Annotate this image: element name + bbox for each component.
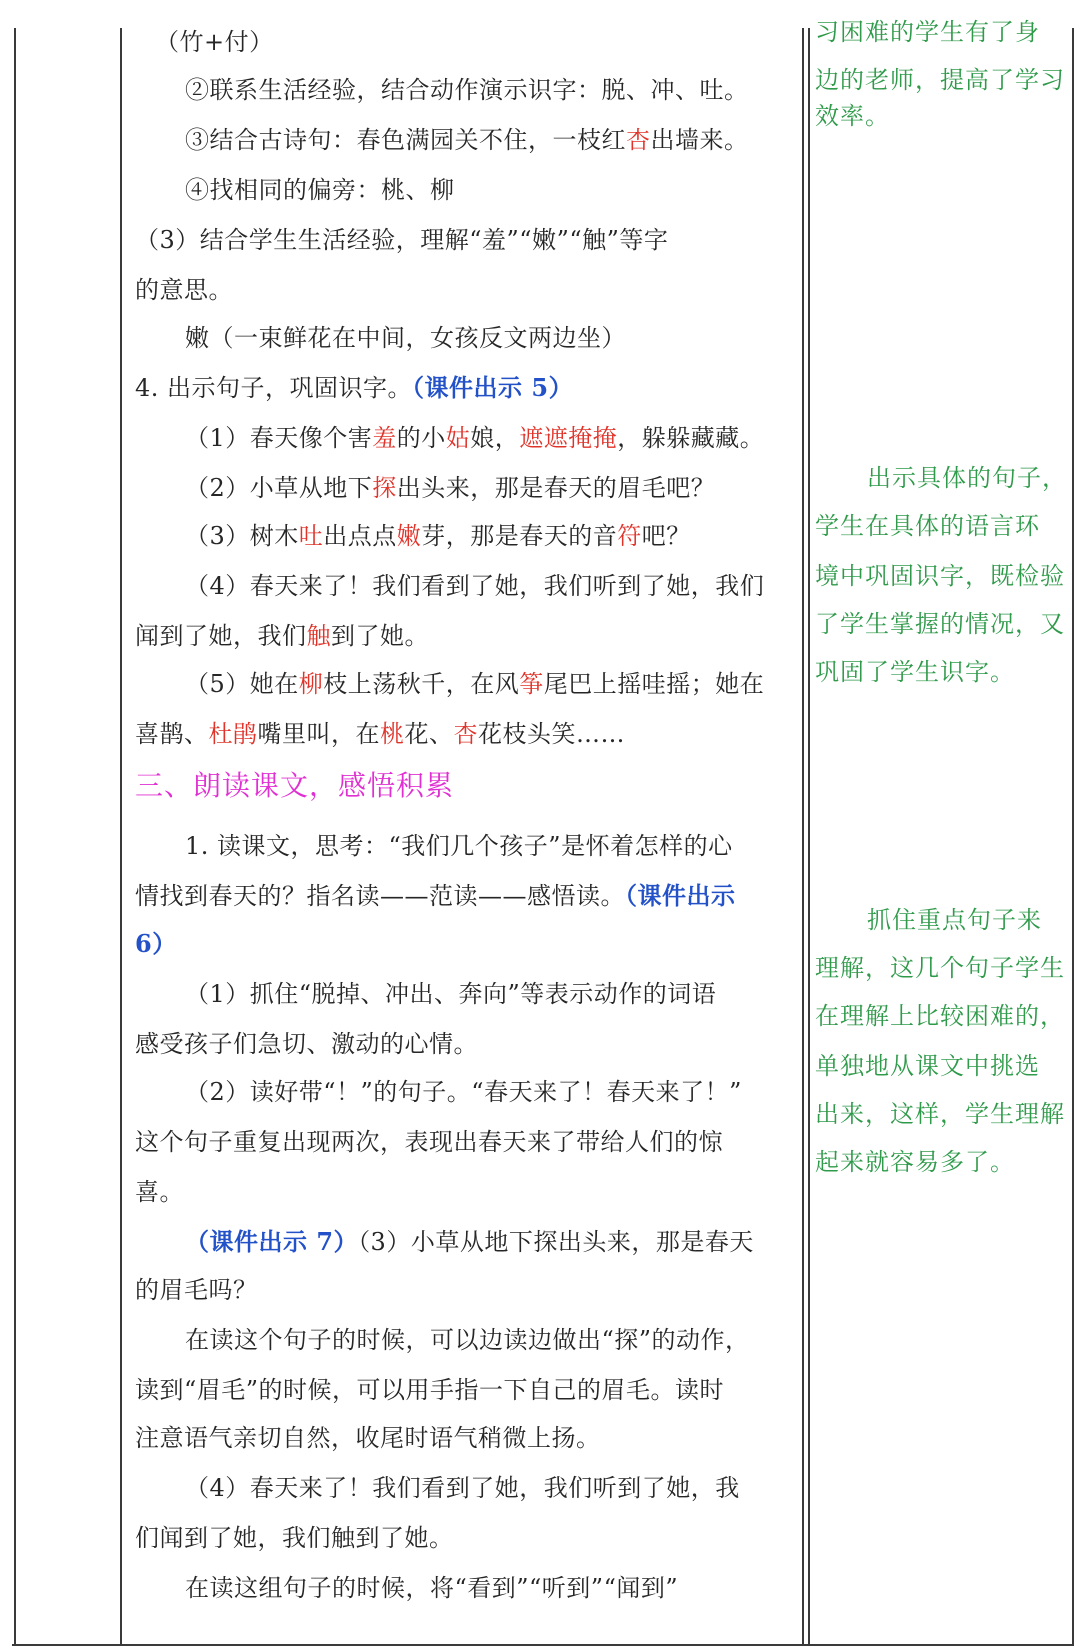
- design-note-line: 境中巩固识字，既检验: [815, 562, 1065, 590]
- text-run: 嫩（一束鲜花在中间，女孩反文两边坐）: [185, 324, 626, 352]
- highlight-char: 姑: [445, 424, 471, 452]
- text-run: 出点点: [323, 522, 397, 550]
- text-run: 4. 出示句子，巩固识字。: [135, 374, 413, 402]
- text-run: （3）结合学生生活经验，理解“羞”“嫩”“触”等字: [135, 226, 669, 254]
- table-border-left: [14, 28, 16, 1646]
- design-note-line: 边的老师，提高了学习: [815, 66, 1065, 94]
- content-line: [185, 979, 716, 1009]
- design-note-line: 习困难的学生有了身: [815, 18, 1040, 46]
- highlight-char: 嫩: [396, 522, 422, 550]
- text-run: （3）树木: [185, 522, 299, 550]
- text-run: 尾巴上摇哇摇；她在: [543, 670, 765, 698]
- section-heading: [135, 769, 454, 803]
- content-line: [185, 175, 455, 205]
- courseware-note: （课件出示 7）: [185, 1227, 359, 1256]
- text-run: ④找相同的偏旁：桃、柳: [185, 176, 455, 204]
- text-run: 闻到了她，我们: [135, 622, 307, 650]
- text-run: （5）她在: [185, 670, 299, 698]
- content-line: [185, 831, 733, 861]
- text-run: 感受孩子们急切、激动的心情。: [135, 1030, 478, 1058]
- heading-text: 三、朗读课文，感悟积累: [135, 769, 455, 802]
- highlight-char: 杏: [453, 720, 478, 748]
- text-run: 的眉毛吗？: [135, 1276, 258, 1304]
- content-line: [135, 225, 668, 255]
- design-note-line: 单独地从课文中挑选: [815, 1052, 1040, 1080]
- table-border-col2: [802, 28, 804, 1646]
- design-note-line: 出示具体的句子，: [867, 464, 1067, 492]
- highlight-char: 柳: [298, 670, 324, 698]
- content-line: [185, 1325, 750, 1355]
- text-run: （竹+付）: [155, 28, 274, 56]
- text-run: 花、: [404, 720, 454, 748]
- text-run: 们闻到了她，我们触到了她。: [135, 1524, 454, 1552]
- content-line: [135, 1029, 478, 1059]
- content-line: [185, 571, 764, 601]
- table-border-col1: [120, 28, 122, 1646]
- design-note-line: 效率。: [815, 102, 890, 130]
- table-border-col2b: [808, 28, 810, 1646]
- text-run: 的意思。: [135, 276, 233, 304]
- content-line: [185, 125, 749, 155]
- text-run: （2）读好带“！”的句子。“春天来了！春天来了！”: [185, 1078, 742, 1106]
- content-line: [135, 1375, 724, 1405]
- text-run: ③结合古诗句：春色满园关不住，一枝红: [185, 126, 626, 154]
- content-line: [185, 473, 715, 503]
- text-run: 出头来，那是春天的眉毛吧？: [396, 474, 716, 502]
- text-run: ②联系生活经验，结合动作演示识字：脱、冲、吐。: [185, 76, 749, 104]
- design-note-line: 巩固了学生识字。: [815, 658, 1015, 686]
- text-run: （4）春天来了！我们看到了她，我们听到了她，我: [185, 1474, 740, 1502]
- design-note-line: 出来，这样，学生理解: [815, 1100, 1065, 1128]
- text-run: （1）春天像个害: [185, 424, 373, 452]
- highlight-char: 杏: [626, 126, 651, 154]
- text-run: 注意语气亲切自然，收尾时语气稍微上扬。: [135, 1424, 601, 1452]
- content-line: [135, 719, 625, 749]
- highlight-char: 探: [372, 474, 397, 502]
- highlight-char: 吐: [298, 522, 324, 550]
- design-note-line: 起来就容易多了。: [815, 1148, 1015, 1176]
- content-line: [135, 1423, 601, 1453]
- content-line: [185, 1227, 754, 1257]
- content-line: [135, 621, 429, 651]
- text-run: 吧？: [641, 522, 691, 550]
- content-line: [185, 1077, 742, 1107]
- text-run: 枝上荡秋千，在风: [323, 670, 520, 698]
- content-line: [135, 1523, 454, 1553]
- highlight-char: 桃: [380, 720, 405, 748]
- text-run: 花枝头笑……: [478, 720, 625, 748]
- text-run: 在读这个句子的时候，可以边读边做出“探”的动作，: [185, 1326, 750, 1354]
- table-border-right: [1072, 28, 1074, 1646]
- text-run: （3）小草从地下探出头来，那是春天: [358, 1228, 754, 1256]
- courseware-note: （课件出示: [625, 881, 736, 910]
- design-note-line: 学生在具体的语言环: [815, 512, 1040, 540]
- courseware-note: 6）: [135, 929, 177, 958]
- content-line: [185, 75, 749, 105]
- content-line: [185, 423, 764, 453]
- text-run: 娘，: [470, 424, 520, 452]
- highlight-char: 遮遮掩掩: [519, 424, 618, 452]
- text-run: （2）小草从地下: [185, 474, 373, 502]
- highlight-char: 筝: [519, 670, 544, 698]
- design-note-line: 在理解上比较困难的，: [815, 1002, 1065, 1030]
- content-line: [185, 1473, 740, 1503]
- content-line: [135, 275, 233, 305]
- content-line: [185, 323, 626, 353]
- text-run: 芽，那是春天的音: [421, 522, 618, 550]
- text-run: 读到“眉毛”的时候，可以用手指一下自己的眉毛。读时: [135, 1376, 725, 1404]
- highlight-char: 符: [617, 522, 642, 550]
- text-run: 1. 读课文，思考：“我们几个孩子”是怀着怎样的心: [185, 832, 733, 860]
- content-line: [185, 521, 691, 551]
- highlight-char: 羞: [372, 424, 397, 452]
- highlight-char: 触: [306, 622, 331, 650]
- text-run: 到了她。: [331, 622, 429, 650]
- content-line: [135, 881, 736, 911]
- text-run: 喜鹊、: [135, 720, 209, 748]
- design-note-line: 了学生掌握的情况，又: [815, 610, 1065, 638]
- content-line: [135, 373, 573, 403]
- content-line: [135, 929, 177, 959]
- content-line: [135, 1275, 258, 1305]
- text-run: 的小: [396, 424, 446, 452]
- text-run: （4）春天来了！我们看到了她，我们听到了她，我们: [185, 572, 765, 600]
- content-line: [135, 1127, 723, 1157]
- content-line: [155, 27, 274, 57]
- content-line: [185, 669, 764, 699]
- courseware-note: （课件出示 5）: [412, 373, 574, 402]
- text-run: 情找到春天的？指名读——范读——感悟读。: [135, 882, 625, 910]
- highlight-char: 杜鹃: [208, 720, 258, 748]
- text-run: ，躲躲藏藏。: [617, 424, 765, 452]
- text-run: （1）抓住“脱掉、冲出、奔向”等表示动作的词语: [185, 980, 717, 1008]
- content-line: [185, 1573, 678, 1603]
- text-run: 出墙来。: [650, 126, 749, 154]
- text-run: 喜。: [135, 1178, 184, 1206]
- text-run: 这个句子重复出现两次，表现出春天来了带给人们的惊: [135, 1128, 723, 1156]
- text-run: 在读这组句子的时候，将“看到”“听到”“闻到”: [185, 1574, 679, 1602]
- text-run: 嘴里叫，在: [257, 720, 380, 748]
- design-note-line: 理解，这几个句子学生: [815, 954, 1065, 982]
- design-note-line: 抓住重点句子来: [867, 906, 1042, 934]
- content-line: [135, 1177, 184, 1207]
